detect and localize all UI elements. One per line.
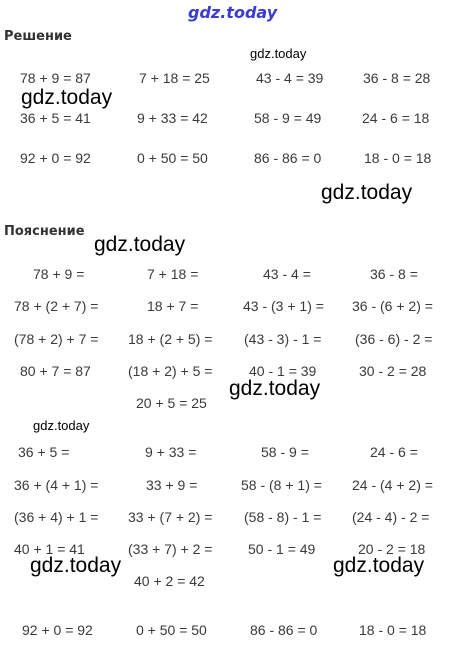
explanation-equation: (36 - 6) - 2 =	[355, 331, 433, 347]
explanation-equation: 92 + 0 = 92	[22, 622, 93, 638]
watermark: gdz.today	[94, 233, 186, 256]
explanation-heading: Пояснение	[4, 224, 85, 239]
explanation-equation: 20 - 2 = 18	[358, 541, 426, 557]
explanation-equation: 30 - 2 = 28	[359, 363, 427, 379]
watermark: gdz.today	[229, 377, 321, 400]
solution-equation: 36 - 8 = 28	[363, 70, 431, 86]
explanation-equation: 43 - 4 =	[263, 266, 311, 282]
solution-equation: 9 + 33 = 42	[137, 110, 208, 126]
solution-equation: 18 - 0 = 18	[364, 150, 432, 166]
explanation-equation: 0 + 50 = 50	[136, 622, 207, 638]
explanation-equation: 9 + 33 =	[145, 444, 197, 460]
explanation-equation: 78 + (2 + 7) =	[14, 298, 99, 314]
explanation-equation: 33 + 9 =	[146, 477, 198, 493]
explanation-equation: 58 - (8 + 1) =	[241, 477, 322, 493]
brand-logo: gdz.today	[188, 3, 278, 22]
solution-equation: 92 + 0 = 92	[20, 150, 91, 166]
explanation-equation: 36 - 8 =	[370, 266, 418, 282]
watermark: gdz.today	[33, 418, 90, 433]
explanation-equation: 20 + 5 = 25	[136, 395, 207, 411]
watermark: gdz.today	[30, 554, 122, 577]
explanation-equation: (58 - 8) - 1 =	[244, 509, 322, 525]
explanation-equation: 33 + (7 + 2) =	[128, 509, 213, 525]
explanation-equation: (18 + 2) + 5 =	[128, 363, 213, 379]
watermark: gdz.today	[250, 46, 307, 61]
explanation-equation: 40 + 2 = 42	[134, 573, 205, 589]
solution-equation: 58 - 9 = 49	[254, 110, 322, 126]
explanation-equation: 58 - 9 =	[261, 444, 309, 460]
explanation-equation: 18 + 7 =	[147, 298, 199, 314]
explanation-equation: (24 - 4) - 2 =	[352, 509, 430, 525]
watermark: gdz.today	[21, 86, 113, 109]
explanation-equation: 78 + 9 =	[33, 266, 85, 282]
explanation-equation: 40 + 1 = 41	[14, 541, 85, 557]
explanation-equation: 50 - 1 = 49	[248, 541, 316, 557]
explanation-equation: 43 - (3 + 1) =	[243, 298, 324, 314]
solution-equation: 78 + 9 = 87	[20, 70, 91, 86]
explanation-equation: 18 + (2 + 5) =	[128, 331, 213, 347]
explanation-equation: 36 + 5 =	[18, 444, 70, 460]
explanation-equation: (43 - 3) - 1 =	[244, 331, 322, 347]
explanation-equation: (78 + 2) + 7 =	[14, 331, 99, 347]
explanation-equation: (33 + 7) + 2 =	[128, 541, 213, 557]
solution-equation: 86 - 86 = 0	[254, 150, 322, 166]
explanation-equation: 36 - (6 + 2) =	[352, 298, 433, 314]
explanation-equation: (36 + 4) + 1 =	[14, 509, 99, 525]
explanation-equation: 7 + 18 =	[147, 266, 199, 282]
watermark: gdz.today	[321, 181, 413, 204]
watermark: gdz.today	[333, 554, 425, 577]
explanation-equation: 24 - 6 =	[370, 444, 418, 460]
explanation-equation: 24 - (4 + 2) =	[352, 477, 433, 493]
explanation-equation: 18 - 0 = 18	[359, 622, 427, 638]
solution-equation: 43 - 4 = 39	[256, 70, 324, 86]
solution-equation: 36 + 5 = 41	[20, 110, 91, 126]
explanation-equation: 36 + (4 + 1) =	[14, 477, 99, 493]
explanation-equation: 86 - 86 = 0	[250, 622, 318, 638]
explanation-equation: 80 + 7 = 87	[20, 363, 91, 379]
explanation-equation: 40 - 1 = 39	[249, 363, 317, 379]
solution-equation: 24 - 6 = 18	[362, 110, 430, 126]
solution-equation: 7 + 18 = 25	[139, 70, 210, 86]
solution-equation: 0 + 50 = 50	[137, 150, 208, 166]
solution-heading: Решение	[4, 29, 72, 44]
